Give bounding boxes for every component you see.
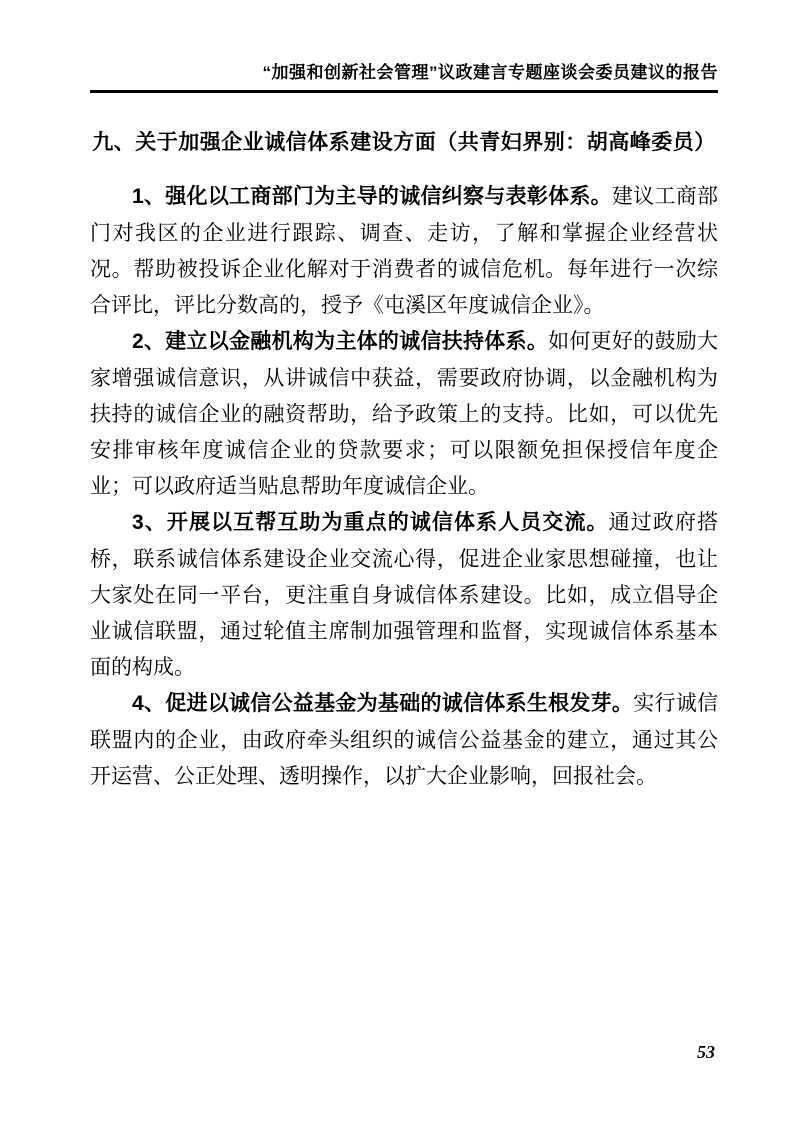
paragraph-1-text: 建议工商部门对我区的企业进行跟踪、调查、走访，了解和掌握企业经营状况。帮助被投诉企业化解对于消费者的诚信危机。每年进行一次综合评比，评比分数高的，授予《屯溪区年度诚信企业》。 xyxy=(90,184,718,317)
paragraph-3-lead: 3、开展以互帮互助为重点的诚信体系人员交流。 xyxy=(132,511,609,534)
running-header: “加强和创新社会管理”议政建言专题座谈会委员建议的报告 xyxy=(90,58,718,93)
paragraph-3 xyxy=(90,504,718,685)
paragraph-2-text: 如何更好的鼓励大家增强诚信意识，从讲诚信中获益，需要政府协调，以金融机构为扶持的诚信企业的融资帮助，给予政策上的支持。比如，可以优先安排审核年度诚信企业的贷款要求；可以限额免担保授信年度企业；可以政府适当贴息帮助年度诚信企业。 xyxy=(90,329,719,498)
paragraph-1-lead: 1、强化以工商部门为主导的诚信纠察与表彰体系。 xyxy=(132,185,612,208)
paragraph-4 xyxy=(90,685,718,794)
document-page xyxy=(90,58,718,794)
paragraph-4-lead: 4、促进以诚信公益基金为基础的诚信体系生根发芽。 xyxy=(132,692,634,715)
paragraph-2-lead: 2、建立以金融机构为主体的诚信扶持体系。 xyxy=(132,330,549,353)
paragraph-3-text: 通过政府搭桥，联系诚信体系建设企业交流心得，促进企业家思想碰撞，也让大家处在同一平台，更注重自身诚信体系建设。比如，成立倡导企业诚信联盟，通过轮值主席制加强管理和监督，实现诚信体系基本面的构成。 xyxy=(90,510,718,679)
paragraph-1 xyxy=(90,178,718,323)
paragraph-2 xyxy=(90,323,718,504)
paragraph-4-text: 实行诚信联盟内的企业，由政府牵头组织的诚信公益基金的建立，通过其公开运营、公正处理、透明操作，以扩大企业影响，回报社会。 xyxy=(90,691,718,788)
section-title: 九、关于加强企业诚信体系建设方面（共青妇界别：胡高峰委员） xyxy=(92,131,716,154)
document-body xyxy=(90,178,718,794)
page-number: 53 xyxy=(697,1042,715,1062)
